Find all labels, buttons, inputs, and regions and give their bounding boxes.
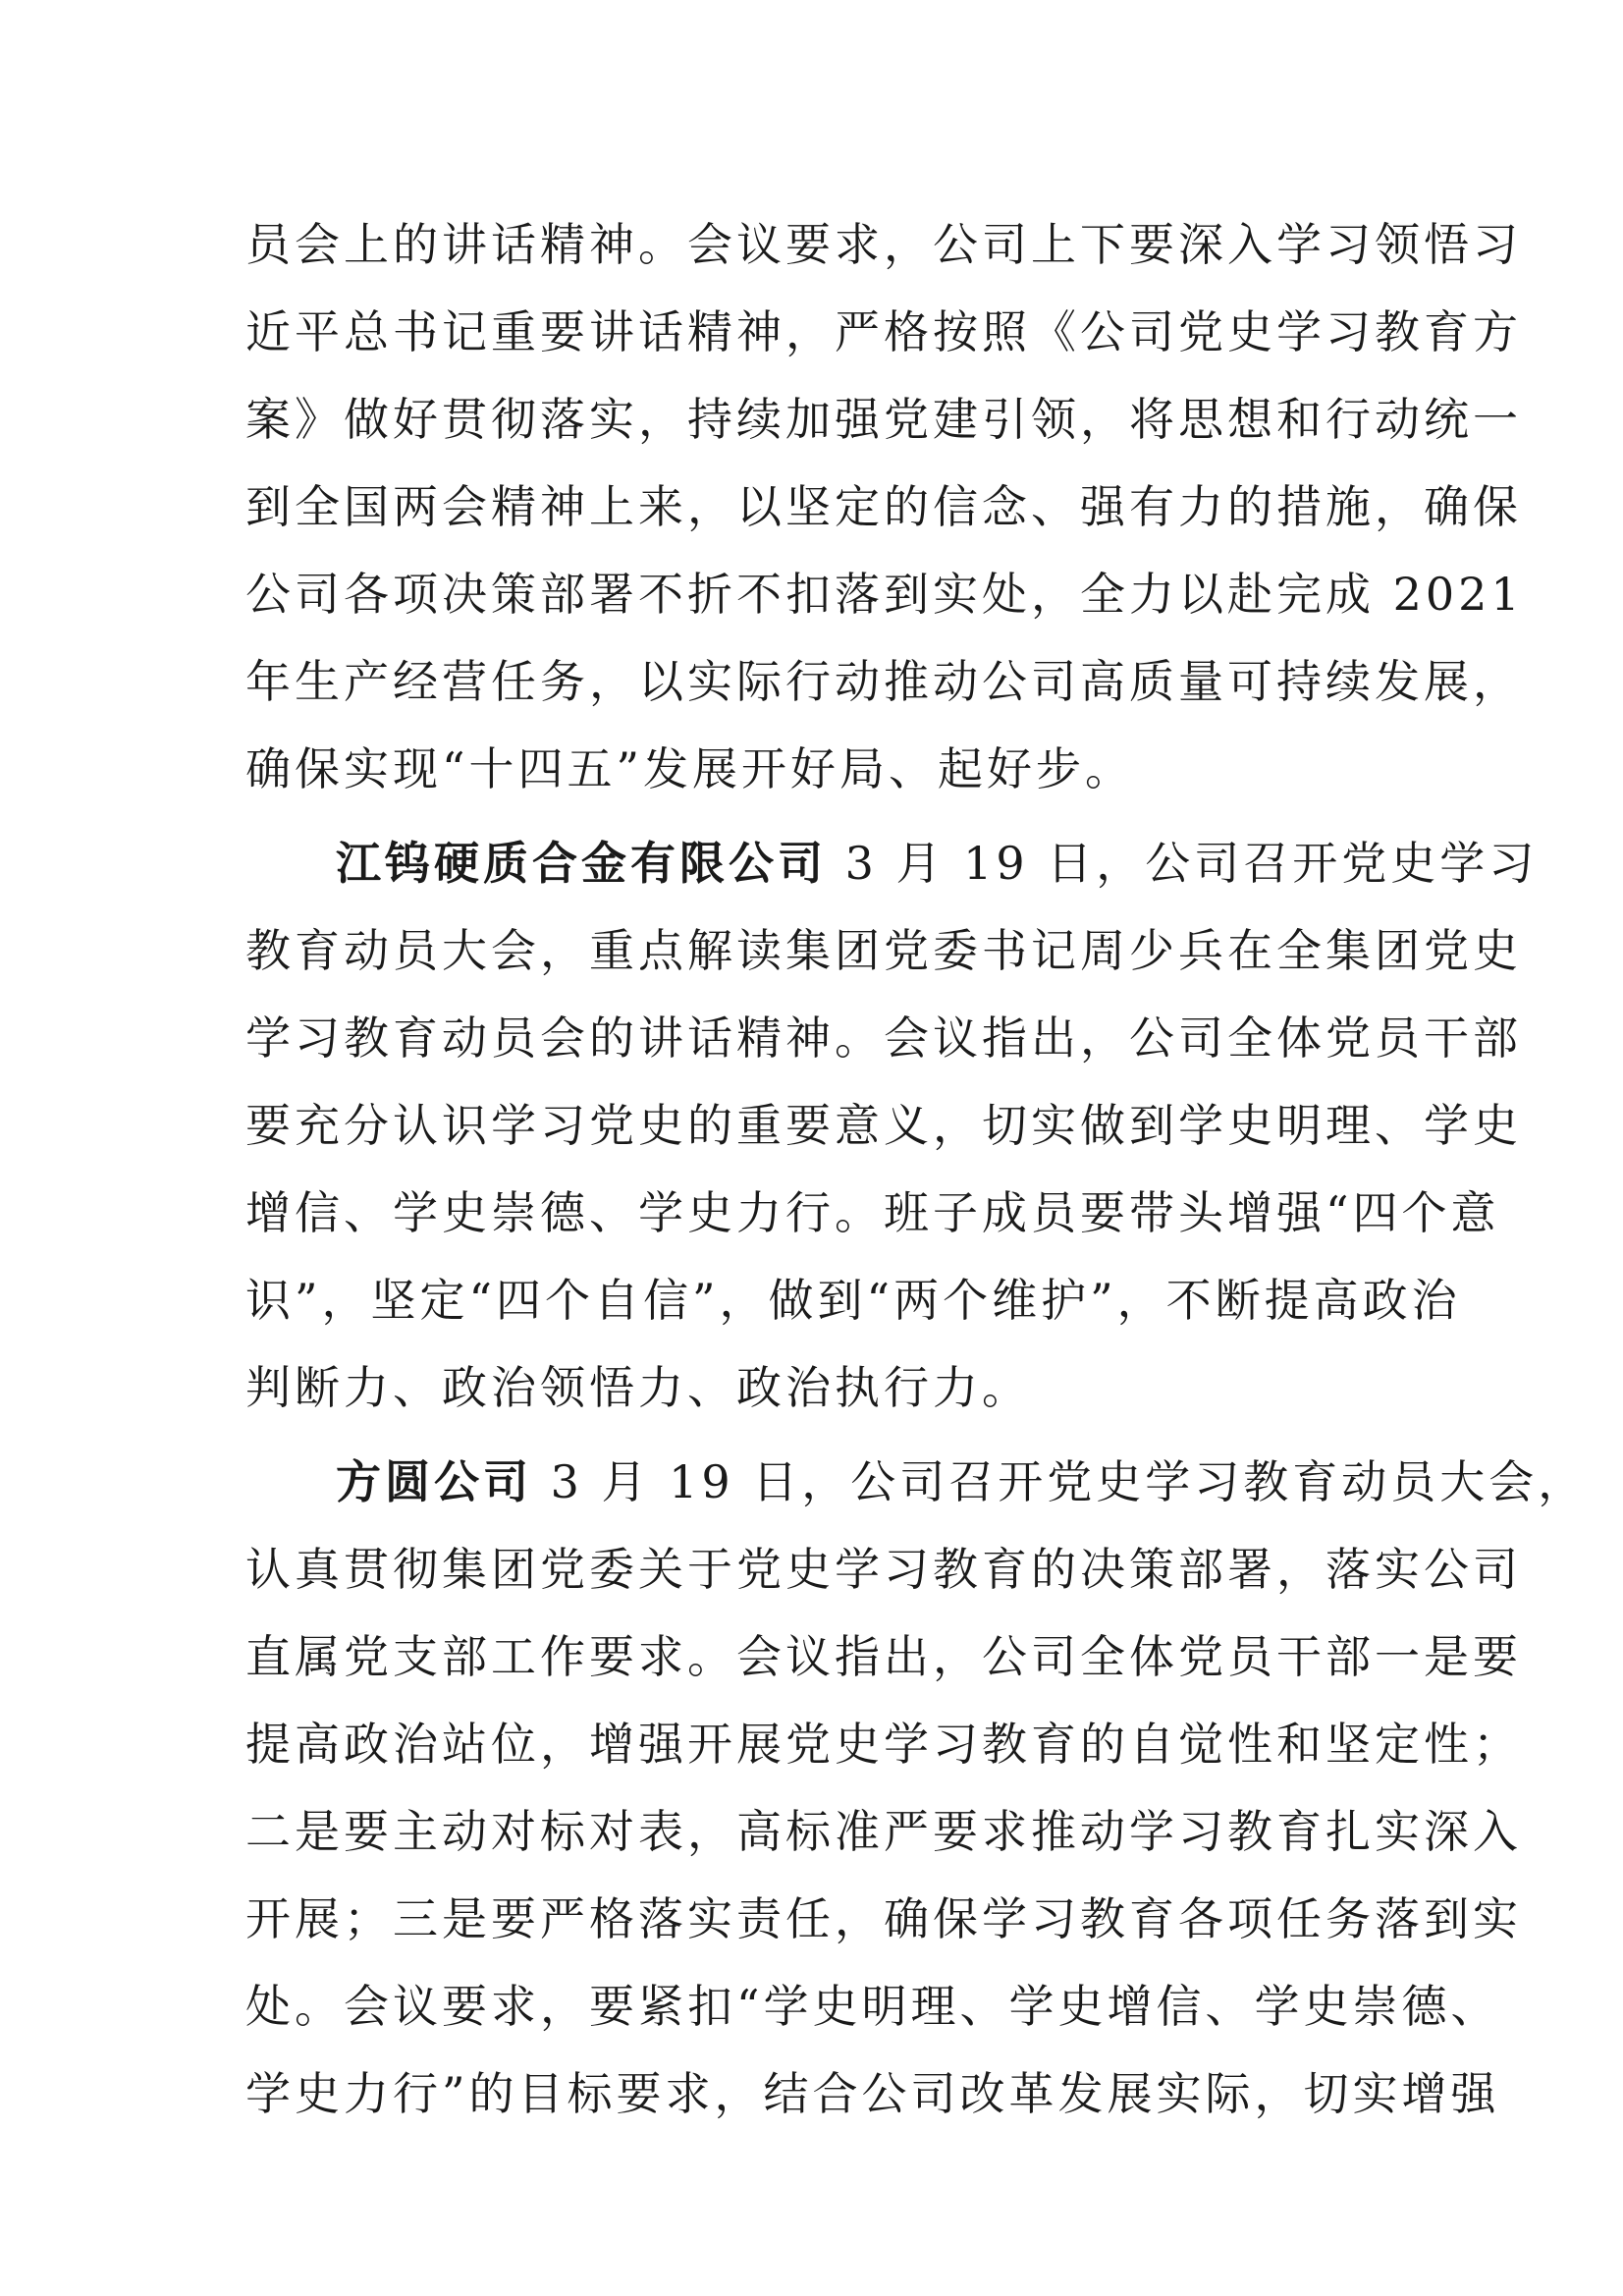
company-name: 方圆公司 xyxy=(336,1455,532,1508)
company-name: 江钨硬质合金有限公司 xyxy=(336,837,827,890)
text-line: 到全国两会精神上来，以坚定的信念、强有力的措施，确保 xyxy=(245,480,1522,533)
text-line: 二是要主动对标对表，高标准严要求推动学习教育扎实深入 xyxy=(245,1805,1522,1858)
paragraph-fangyuan xyxy=(245,1439,1588,2138)
text-line: 确保实现“十四五”发展开好局、起好步。 xyxy=(245,742,1135,795)
text-line: 增信、学史崇德、学史力行。班子成员要带头增强“四个意 xyxy=(245,1186,1500,1239)
text-line: 直属党支部工作要求。会议指出，公司全体党员干部一是要 xyxy=(245,1630,1522,1683)
text-line: 近平总书记重要讲话精神，严格按照《公司党史学习教育方 xyxy=(245,305,1522,358)
text-line: 教育动员大会，重点解读集团党委书记周少兵在全集团党史 xyxy=(245,924,1522,977)
paragraph-continuation xyxy=(245,201,1524,813)
text-run: 3 月 19 日，公司召开党史学习 xyxy=(827,837,1539,890)
text-line: 处。会议要求，要紧扣“学史明理、学史增信、学史崇德、 xyxy=(245,1980,1500,2033)
text-line: 年生产经营任务，以实际行动推动公司高质量可持续发展， xyxy=(245,655,1522,708)
paragraph-first-line xyxy=(245,820,1539,907)
text-line: 案》做好贯彻落实，持续加强党建引领，将思想和行动统一 xyxy=(245,393,1522,446)
text-line: 判断力、政治领悟力、政治执行力。 xyxy=(245,1361,1031,1414)
text-line: 公司各项决策部署不折不扣落到实处，全力以赴完成 2021 xyxy=(245,568,1524,621)
text-line: 学习教育动员会的讲话精神。会议指出，公司全体党员干部 xyxy=(245,1011,1522,1065)
text-line: 要充分认识学习党史的重要意义，切实做到学史明理、学史 xyxy=(245,1099,1522,1152)
text-run: 3 月 19 日，公司召开党史学习教育动员大会， xyxy=(532,1455,1588,1508)
paragraph-first-line xyxy=(245,1439,1588,1526)
text-line: 员会上的讲话精神。会议要求，公司上下要深入学习领悟习 xyxy=(245,218,1522,271)
text-line: 提高政治站位，增强开展党史学习教育的自觉性和坚定性； xyxy=(245,1718,1522,1771)
document-page xyxy=(245,201,1588,2138)
text-line: 开展；三是要严格落实责任，确保学习教育各项任务落到实 xyxy=(245,1892,1522,1945)
paragraph-jiangwu xyxy=(245,820,1539,1432)
text-line: 识”，坚定“四个自信”，做到“两个维护”，不断提高政治 xyxy=(245,1274,1461,1327)
text-line: 认真贯彻集团党委关于党史学习教育的决策部署，落实公司 xyxy=(245,1543,1522,1596)
text-line: 学史力行”的目标要求，结合公司改革发展实际，切实增强 xyxy=(245,2067,1500,2120)
